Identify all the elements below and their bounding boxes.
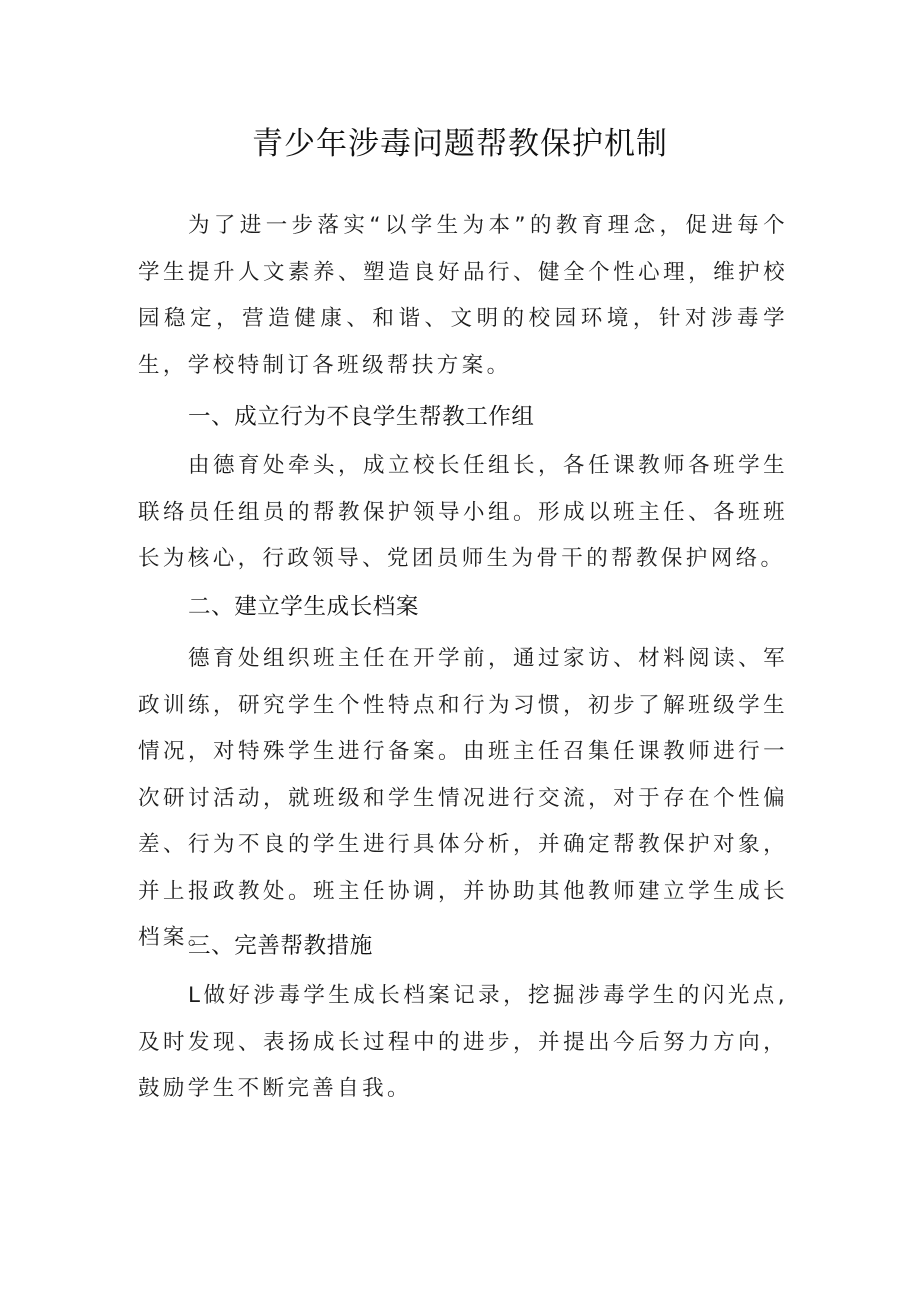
section-1-heading: 一、成立行为不良学生帮教工作组 xyxy=(188,404,535,430)
section-3-heading: 三、完善帮教措施 xyxy=(188,933,373,959)
section-3-block xyxy=(138,973,788,1113)
document-title: 青少年涉毒问题帮教保护机制 xyxy=(252,126,668,162)
intro-block xyxy=(138,203,788,389)
intro-paragraph: 为了进一步落实“以学生为本”的教育理念，促进每个学生提升人文素养、塑造良好品行、健全个性心理，维护校园稳定，营造健康、和谐、文明的校园环境，针对涉毒学生，学校特制订各班级帮扶方案。 xyxy=(138,213,788,378)
section-2-paragraph: 德育处组织班主任在开学前，通过家访、材料阅读、军政训练，研究学生个性特点和行为习惯，初步了解班级学生情况，对特殊学生进行备案。由班主任召集任课教师进行一次研讨活动，就班级和学生情况进行交流，对于存在个性偏差、行为不良的学生进行具体分析，并确定帮教保护对象，并上报政教处。班主任协调，并协助其他教师建立学生成长档案。 xyxy=(138,646,788,950)
section-1-block xyxy=(138,443,788,583)
section-1-paragraph: 由德育处牵头，成立校长任组长，各任课教师各班学生联络员任组员的帮教保护领导小组。形成以班主任、各班班长为核心，行政领导、党团员师生为骨干的帮教保护网络。 xyxy=(138,453,788,571)
section-2-heading: 二、建立学生成长档案 xyxy=(188,594,420,620)
section-3-paragraph: L做好涉毒学生成长档案记录，挖掘涉毒学生的闪光点,及时发现、表扬成长过程中的进步，并提出今后努力方向，鼓励学生不断完善自我。 xyxy=(138,983,788,1101)
section-2-block xyxy=(138,636,788,962)
